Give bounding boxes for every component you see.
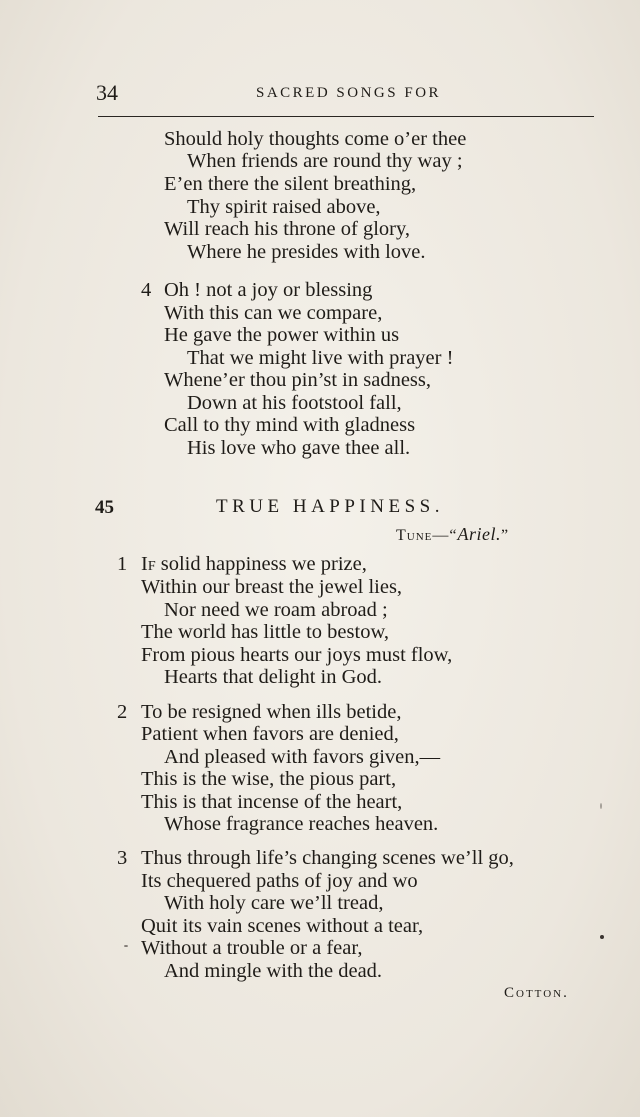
verse-line: Oh ! not a joy or blessing: [164, 279, 373, 301]
verse-line: To be resigned when ills betide,: [141, 701, 402, 723]
verse-line: He gave the power within us: [164, 324, 400, 346]
verse-line-first: [141, 553, 367, 575]
page-header: [96, 80, 596, 110]
hymn-title: TRUE HAPPINESS.: [216, 496, 444, 517]
tune-label: Tune—“: [396, 527, 458, 544]
verse-line: Down at his footstool fall,: [187, 392, 402, 414]
hymn-number: 45: [95, 497, 114, 518]
verse-line: Thy spirit raised above,: [187, 196, 381, 218]
verse-line: Within our breast the jewel lies,: [141, 576, 403, 598]
verse-line: With this can we compare,: [164, 302, 383, 324]
hymn-author: Cotton.: [504, 985, 569, 1001]
first-line-rest: solid happiness we prize,: [155, 553, 367, 575]
running-head: SACRED SONGS FOR: [256, 85, 442, 101]
drop-initial-word: If: [141, 553, 156, 575]
paper-speck: [600, 935, 604, 939]
verse-line: Hearts that delight in God.: [164, 666, 383, 688]
tune-line: [396, 524, 509, 545]
verse-line: This is the wise, the pious part,: [141, 768, 397, 790]
verse-line: Its chequered paths of joy and wo: [141, 870, 418, 892]
verse-line: Without a trouble or a fear,: [141, 937, 363, 959]
tune-close-quote: ”: [500, 527, 510, 544]
paper-speck: [124, 945, 128, 947]
verse-line: Quit its vain scenes without a tear,: [141, 915, 424, 937]
verse-line: Should holy thoughts come o’er thee: [164, 128, 467, 150]
verse-line: His love who gave thee all.: [187, 437, 411, 459]
verse-line: And pleased with favors given,—: [164, 746, 441, 768]
stanza-number: 2: [117, 701, 128, 723]
tune-name: Ariel.: [457, 524, 501, 544]
verse-line: When friends are round thy way ;: [187, 150, 463, 172]
stanza-number: 3: [117, 847, 128, 869]
verse-line: Patient when favors are denied,: [141, 723, 399, 745]
verse-line: Will reach his throne of glory,: [164, 218, 411, 240]
verse-line: Thus through life’s changing scenes we’ll go,: [141, 847, 514, 869]
verse-line: Where he presides with love.: [187, 241, 426, 263]
verse-line: Whose fragrance reaches heaven.: [164, 813, 439, 835]
verse-line: Call to thy mind with gladness: [164, 414, 416, 436]
header-rule: [98, 116, 594, 117]
verse-line: With holy care we’ll tread,: [164, 892, 384, 914]
verse-line: Nor need we roam abroad ;: [164, 599, 388, 621]
verse-line: The world has little to bestow,: [141, 621, 390, 643]
verse-line: E’en there the silent breathing,: [164, 173, 417, 195]
verse-line: From pious hearts our joys must flow,: [141, 644, 453, 666]
paper-speck: [600, 803, 602, 809]
verse-line: This is that incense of the heart,: [141, 791, 403, 813]
page-number: 34: [96, 80, 118, 105]
stanza-number: 1: [117, 553, 128, 575]
verse-line: And mingle with the dead.: [164, 960, 383, 982]
verse-line: Whene’er thou pin’st in sadness,: [164, 369, 432, 391]
verse-line: That we might live with prayer !: [187, 347, 454, 369]
stanza-number: 4: [141, 279, 152, 301]
